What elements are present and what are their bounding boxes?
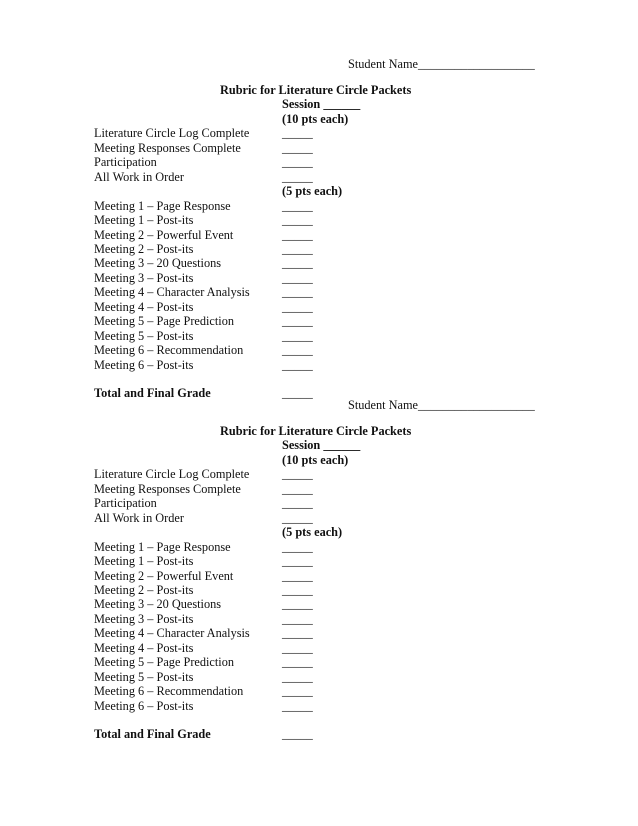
score-blank: _____: [282, 597, 313, 612]
rubric-item-label: Meeting 5 – Post-its: [94, 328, 194, 343]
rubric-item-label: Meeting 4 – Post-its: [94, 640, 194, 655]
score-blank: _____: [282, 314, 313, 329]
rubric-item-label: Meeting 1 – Post-its: [94, 554, 194, 569]
score-blank: _____: [282, 285, 313, 300]
score-blank: _____: [282, 496, 313, 511]
total-label: Total and Final Grade: [94, 727, 211, 742]
total-blank: _____: [282, 727, 313, 742]
rubric-item-label: Meeting 6 – Recommendation: [94, 684, 244, 699]
student-name-line: Student Name___________________: [348, 398, 535, 412]
rubric-item-label: Meeting 1 – Post-its: [94, 213, 194, 228]
score-blank: _____: [282, 510, 313, 525]
rubric-item-label: Meeting 6 – Recommendation: [94, 343, 244, 358]
rubric-item-label: Meeting 3 – 20 Questions: [94, 597, 222, 612]
score-blank: _____: [282, 140, 313, 155]
rubric-item-label: Meeting 2 – Powerful Event: [94, 227, 234, 242]
score-blank: _____: [282, 169, 313, 184]
score-blank: _____: [282, 213, 313, 228]
rubric-item-label: Meeting 1 – Page Response: [94, 198, 231, 213]
student-name-line: Student Name___________________: [348, 57, 535, 71]
rubric-item-label: Participation: [94, 155, 157, 170]
rubric-item-label: Meeting 2 – Post-its: [94, 241, 194, 256]
rubric-item-label: Meeting 5 – Page Prediction: [94, 314, 235, 329]
rubric-item-label: All Work in Order: [94, 510, 184, 525]
rubric-item-label: Meeting 6 – Post-its: [94, 357, 194, 372]
score-blank: _____: [282, 626, 313, 641]
rubric-item-label: Meeting 2 – Post-its: [94, 582, 194, 597]
rubric-item-label: Meeting 3 – Post-its: [94, 611, 194, 626]
rubric-item-label: Meeting 4 – Post-its: [94, 299, 194, 314]
rubric-item-label: Literature Circle Log Complete: [94, 467, 250, 482]
score-blank: _____: [282, 467, 313, 482]
score-blank: _____: [282, 611, 313, 626]
score-blank: _____: [282, 582, 313, 597]
score-blank: _____: [282, 198, 313, 213]
score-blank: _____: [282, 328, 313, 343]
total-label: Total and Final Grade: [94, 386, 211, 401]
rubric-item-label: Meeting 3 – 20 Questions: [94, 256, 222, 271]
total-blank: _____: [282, 386, 313, 401]
rubric-item-label: Meeting 4 – Character Analysis: [94, 626, 250, 641]
group2-header: (5 pts each): [282, 525, 343, 540]
score-blank: _____: [282, 698, 313, 713]
session-line: Session ______: [282, 438, 361, 453]
score-blank: _____: [282, 568, 313, 583]
score-blank: _____: [282, 299, 313, 314]
score-blank: _____: [282, 155, 313, 170]
score-blank: _____: [282, 481, 313, 496]
rubric-title: Rubric for Literature Circle Packets: [220, 83, 412, 97]
rubric-title: Rubric for Literature Circle Packets: [220, 424, 412, 438]
score-blank: _____: [282, 126, 313, 141]
score-blank: _____: [282, 357, 313, 372]
score-blank: _____: [282, 270, 313, 285]
score-blank: _____: [282, 343, 313, 358]
score-blank: _____: [282, 554, 313, 569]
rubric-item-label: Meeting 4 – Character Analysis: [94, 285, 250, 300]
score-blank: _____: [282, 256, 313, 271]
rubric-item-label: Meeting 2 – Powerful Event: [94, 568, 234, 583]
group2-header: (5 pts each): [282, 184, 343, 199]
rubric-item-label: Meeting 5 – Post-its: [94, 669, 194, 684]
rubric-item-label: Literature Circle Log Complete: [94, 126, 250, 141]
rubric-item-label: Meeting Responses Complete: [94, 481, 241, 496]
score-blank: _____: [282, 655, 313, 670]
rubric-item-label: Meeting 3 – Post-its: [94, 270, 194, 285]
session-line: Session ______: [282, 97, 361, 112]
rubric-item-label: All Work in Order: [94, 169, 184, 184]
score-blank: _____: [282, 241, 313, 256]
score-blank: _____: [282, 539, 313, 554]
score-blank: _____: [282, 684, 313, 699]
rubric-item-label: Meeting Responses Complete: [94, 140, 241, 155]
score-blank: _____: [282, 669, 313, 684]
rubric-item-label: Meeting 5 – Page Prediction: [94, 655, 235, 670]
rubric-item-label: Meeting 1 – Page Response: [94, 539, 231, 554]
group1-header: (10 pts each): [282, 452, 349, 467]
rubric-item-label: Participation: [94, 496, 157, 511]
rubric-item-label: Meeting 6 – Post-its: [94, 698, 194, 713]
score-blank: _____: [282, 227, 313, 242]
group1-header: (10 pts each): [282, 111, 349, 126]
score-blank: _____: [282, 640, 313, 655]
